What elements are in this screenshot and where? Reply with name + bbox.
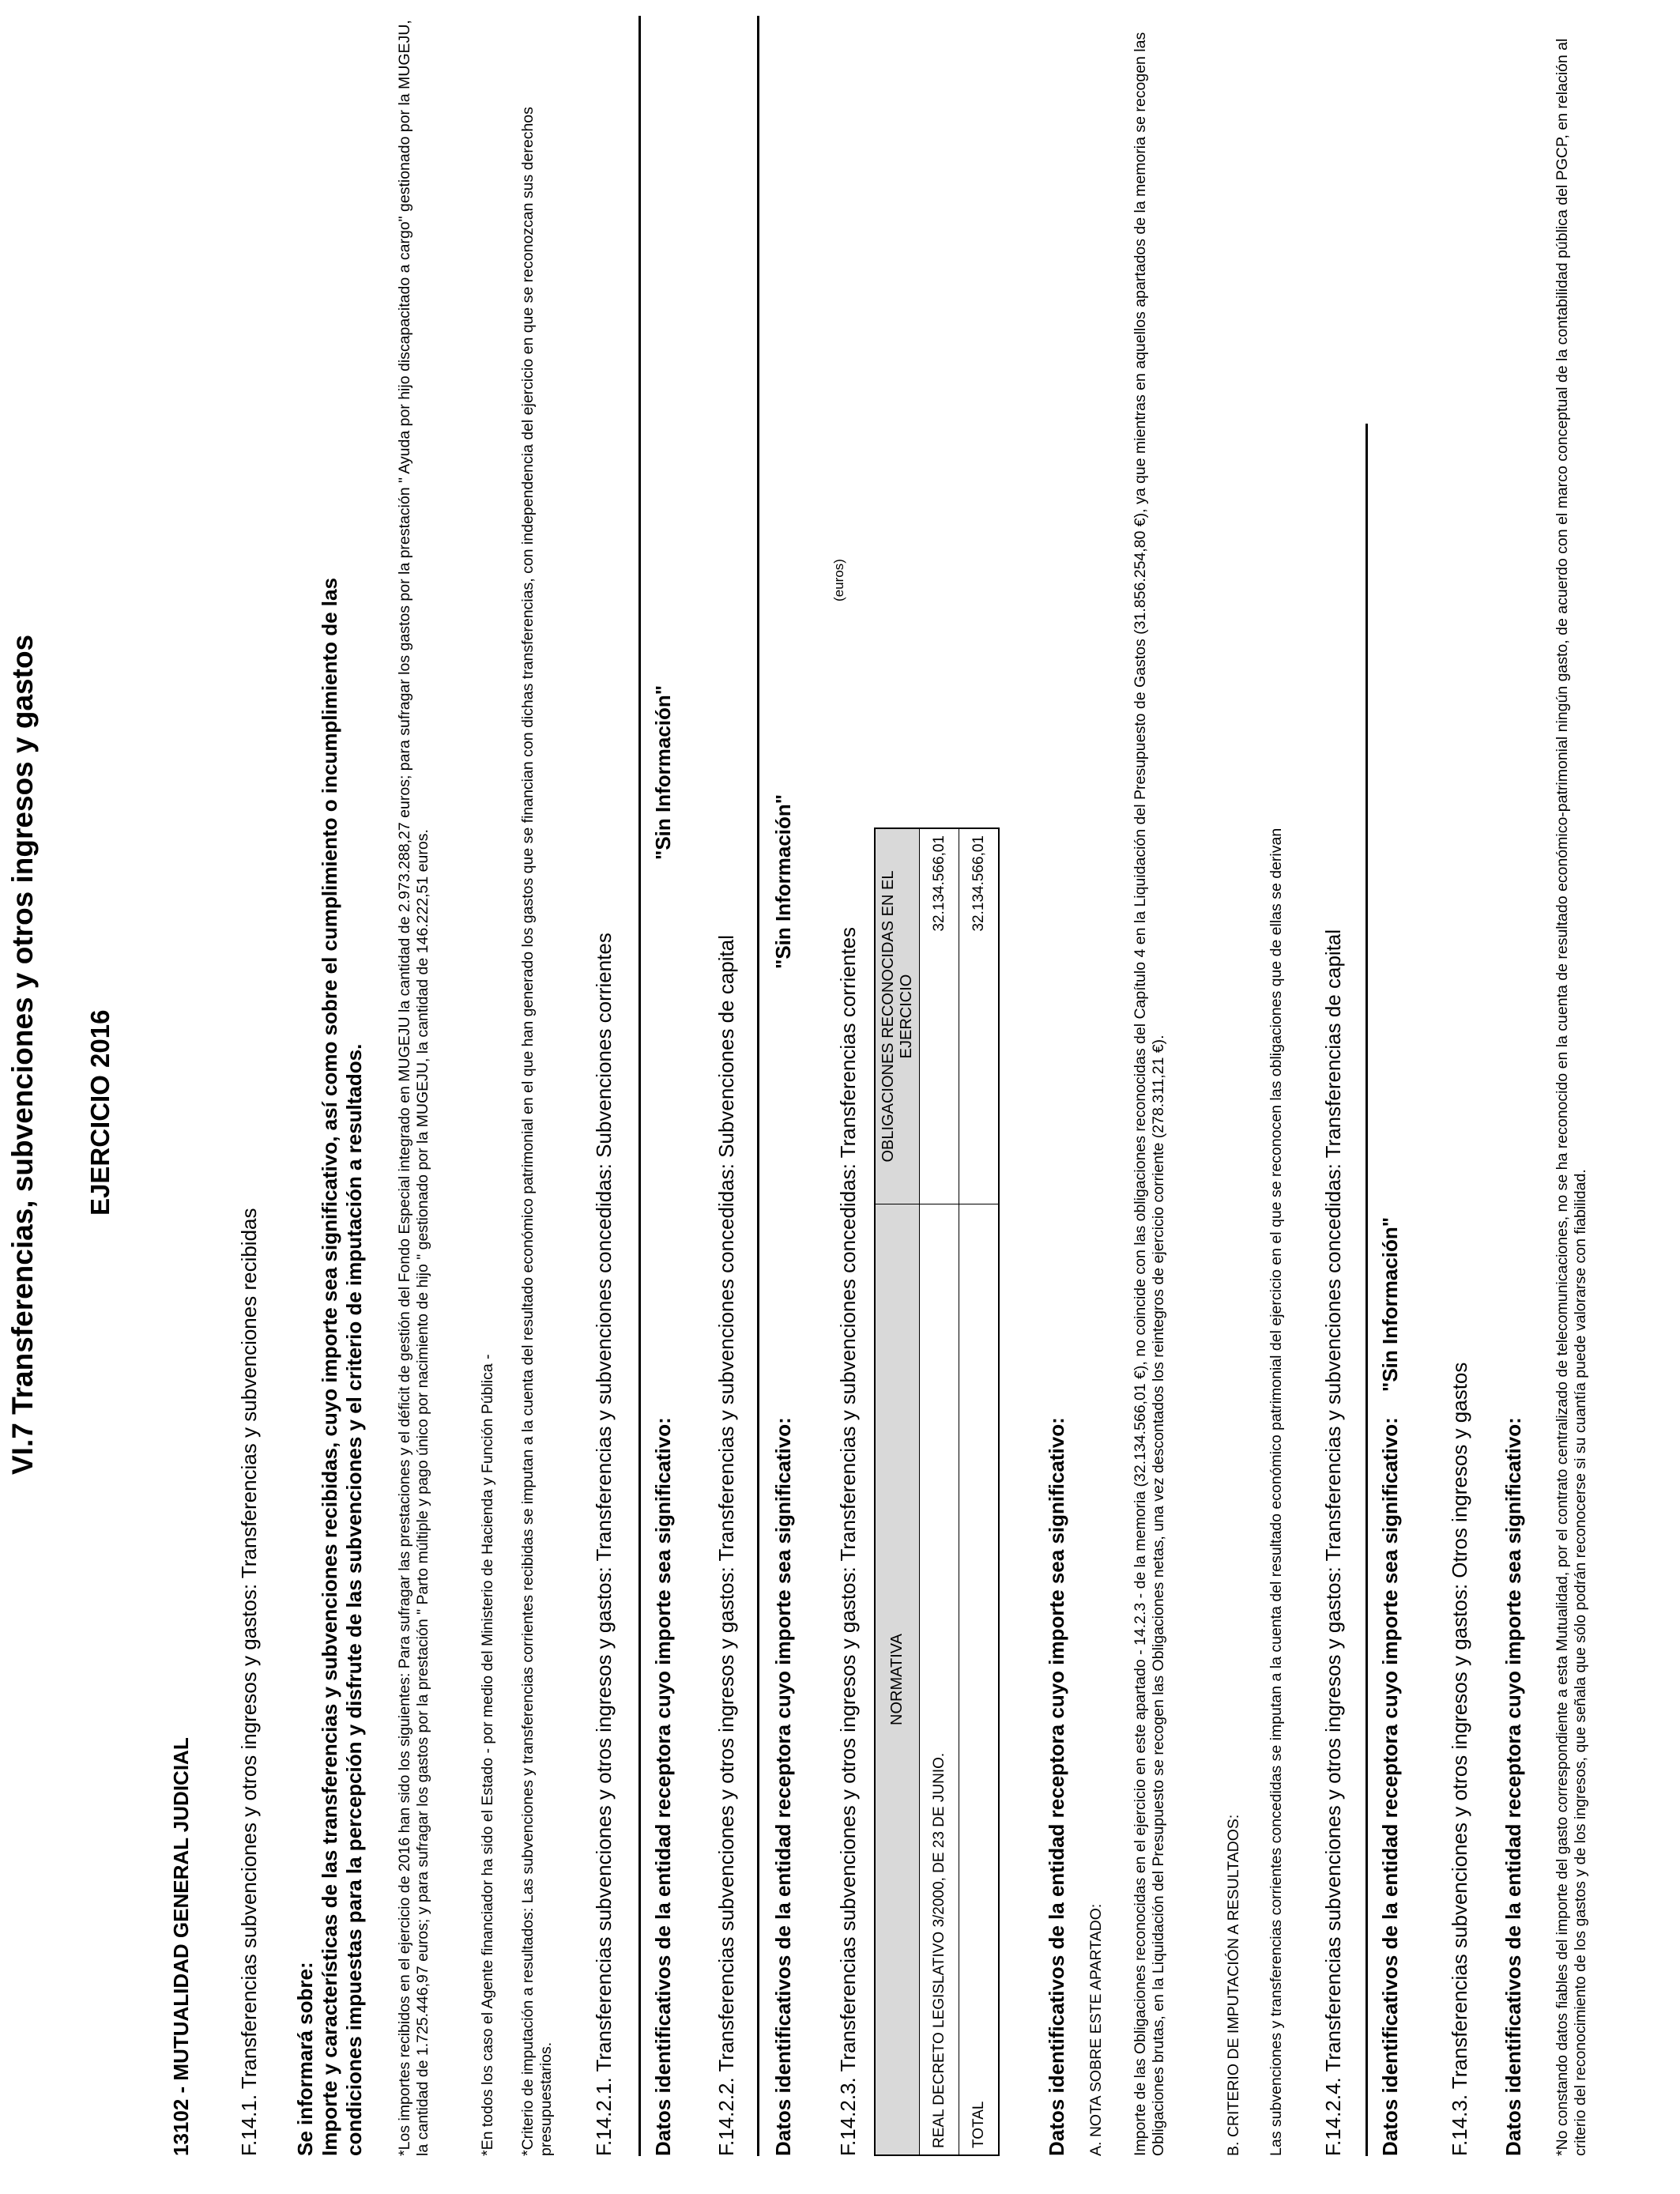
table-header-row [875, 828, 920, 2155]
col-normativa-header: NORMATIVA [875, 1204, 920, 2156]
f143-datos-label: Datos identificativos de la entidad receptora cuyo importe sea significativo: [1501, 1417, 1525, 2156]
f141-note-agente: *En todos los caso el Agente financiador ha sido el Estado - por medio del Ministerio de Hacienda y Función Pública - [479, 1354, 496, 2156]
note-a-text: Importe de las Obligaciones reconocidas en el ejercicio en este apartado - 14.2.3 - de la memoria (32.134.566,01 €), no coincide con las obligaciones reconocidas del Capítulo 4 en la Liquidación del Presupuesto de Gastos (31.856.254,80 €), ya que mientras en aquellos apartados de la memoria se recogen las Obligaciones brutas, en la Liquidación del Presupuesto se recogen las Obligaciones netas, una vez descontados los reintegros de ejercicio corriente (278.311,21 €). [1132, 32, 1167, 2156]
f1421-rule [638, 16, 641, 2156]
total-label: TOTAL [959, 1204, 1000, 2156]
note-b-label: B. CRITERIO DE IMPUTACIÓN A RESULTADOS: [1225, 1814, 1242, 2156]
f1421-datos-label: Datos identificativos de la entidad receptora cuyo importe sea significativo: [651, 1417, 675, 2156]
f141-heading: F.14.1. Transferencias subvenciones y otros ingresos y gastos: Transferencias y subvenciones recibidas [237, 1208, 261, 2156]
row-normativa: REAL DECRETO LEGISLATIVO 3/2000, DE 23 DE JUNIO. [920, 1204, 959, 2156]
f1424-datos-label: Datos identificativos de la entidad receptora cuyo importe sea significativo: [1378, 1417, 1402, 2156]
total-value: 32.134.566,01 [959, 828, 1000, 1204]
table-total-row [959, 828, 1000, 2155]
units-label: (euros) [831, 559, 846, 601]
f141-inform-label: Se informará sobre: [293, 1962, 317, 2156]
f1422-sin-info: "Sin Información" [771, 794, 795, 969]
f1421-sin-info: "Sin Información" [651, 684, 675, 860]
f1423-datos-label: Datos identificativos de la entidad receptora cuyo importe sea significativo: [1045, 1417, 1068, 2156]
f1424-heading: F.14.2.4. Transferencias subvenciones y otros ingresos y gastos: Transferencias y subvenciones concedidas: Transferencias de capital [1321, 929, 1345, 2156]
f1424-rule [1365, 424, 1368, 2156]
f1421-heading: F.14.2.1. Transferencias subvenciones y otros ingresos y gastos: Transferencias y subvenciones concedidas: Subvenciones corrientes [592, 933, 616, 2156]
row-obligaciones: 32.134.566,01 [920, 828, 959, 1204]
f141-inform-line2: condiciones impuestas para la percepción y disfrute de las subvenciones y el criterio de imputación a resultados. [342, 1043, 366, 2156]
f143-note: *No constando datos fiables del importe del gasto correspondiente a esta Mutualidad, por el contrato centralizado de telecomunicaciones, no se ha reconocido en la cuenta de resultado económico-patrimonial ningún gasto, de acuerdo con el marco conceptual de la contabilidad pública del PGCP, en relación al criterio del reconocimiento de los gastos y de los ingresos, que señala que sólo podrán reconocerse si su cuantía puede valorarse con fiabilidad. [1554, 38, 1589, 2156]
entity-name: 13102 - MUTUALIDAD GENERAL JUDICIAL [169, 1737, 193, 2156]
table-row [920, 828, 959, 2155]
f141-note-importes: *Los importes recibidos en el ejercicio de 2016 han sido los siguientes: Para sufragar las prestaciones y el déficit de gestión del Fondo Especial integrado en MUGEJU la cantidad de 2.973.288,27 euros; para sufragar los gastos por la prestación " Ayuda por hijo discapacitado a cargo" gestionado por la MUGEJU, la cantidad de 1.725.446,97 euros; y para sufragar los gastos por la prestación " Parto múltiple y pago único por nacimiento de hijo " gestionado por la MUGEJU, la cantidad de 146.222,51 euros. [396, 20, 431, 2156]
f1422-heading: F.14.2.2. Transferencias subvenciones y otros ingresos y gastos: Transferencias y subvenciones concedidas: Subvenciones de capital [714, 935, 738, 2156]
f1422-datos-label: Datos identificativos de la entidad receptora cuyo importe sea significativo: [771, 1417, 795, 2156]
page-title: VI.7 Transferencias, subvenciones y otros ingresos y gastos [6, 634, 39, 1475]
f141-inform-line1: Importe y características de las transferencias y subvenciones recibidas, cuyo importe sea significativo, así como sobre el cumplimiento o incumplimiento de las [318, 578, 341, 2156]
exercise-title: EJERCICIO 2016 [85, 1009, 115, 1216]
f141-note-criterio: *Criterio de imputación a resultados: Las subvenciones y transferencias corrientes recibidas se imputan a la cuenta del resultado económico patrimonial en el que han generado los gastos que se financian con dichas transferencias, con independencia del ejercicio en que se reconozcan sus derechos presupuestarios. [519, 107, 555, 2156]
note-a-label: A. NOTA SOBRE ESTE APARTADO: [1087, 1903, 1105, 2156]
f143-heading: F.14.3. Transferencias subvenciones y otros ingresos y gastos: Otros ingresos y gastos [1448, 1362, 1471, 2156]
note-b-text: Las subvenciones y transferencias corrientes concedidas se imputan a la cuenta del resultado económico patrimonial del ejercicio en el que se reconocen las obligaciones que de ellas se derivan [1268, 827, 1285, 2156]
f1424-sin-info: "Sin Información" [1378, 1216, 1402, 1392]
f1423-heading: F.14.2.3. Transferencias subvenciones y otros ingresos y gastos: Transferencias y subvenciones concedidas: Transferencias corrientes [836, 926, 860, 2156]
col-obligaciones-header: OBLIGACIONES RECONOCIDAS EN EL EJERCICIO [875, 828, 920, 1204]
transferencias-table [874, 827, 1000, 2156]
f1422-rule [757, 16, 759, 2156]
